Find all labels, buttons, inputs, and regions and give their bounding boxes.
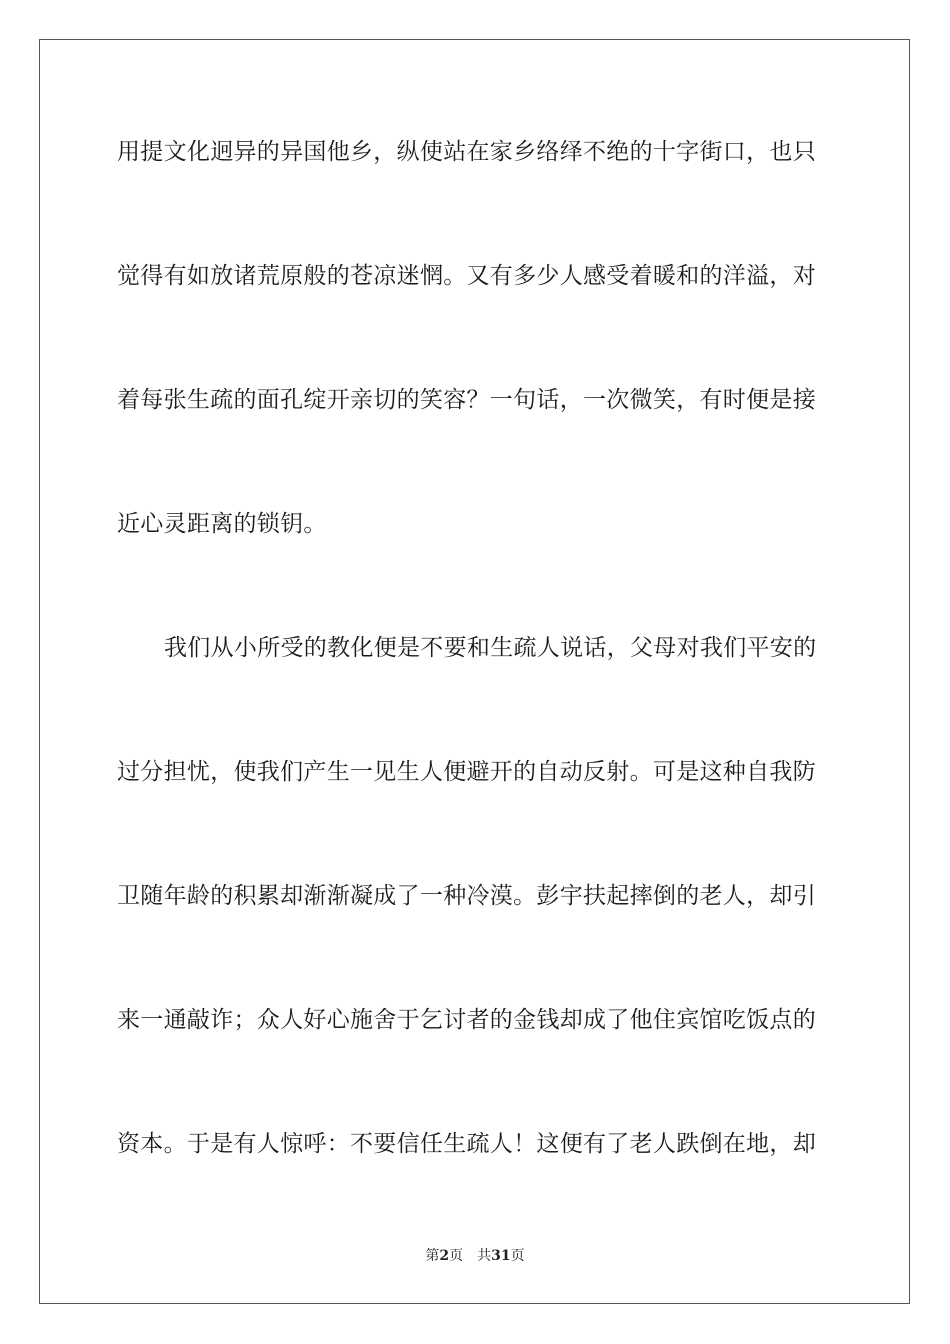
text-line: 近心灵距离的锁钥。 xyxy=(117,511,327,537)
text-line: 资本。于是有人惊呼：不要信任生疏人！这便有了老人跌倒在地，却 xyxy=(117,1131,816,1157)
page-suffix: 页 xyxy=(449,1248,464,1264)
page-footer xyxy=(0,1247,950,1265)
text-line: 过分担忧，使我们产生一见生人便避开的自动反射。可是这种自我防 xyxy=(117,759,816,785)
total-suffix: 页 xyxy=(510,1248,525,1264)
paragraph-first-line: 我们从小所受的教化便是不要和生疏人说话，父母对我们平安的 xyxy=(164,635,817,661)
page-prefix: 第 xyxy=(425,1248,440,1264)
total-pages: 31 xyxy=(491,1248,511,1264)
text-line: 觉得有如放诸荒原般的苍凉迷惘。又有多少人感受着暖和的洋溢，对 xyxy=(117,263,816,289)
total-prefix: 共 xyxy=(477,1248,492,1264)
text-line: 卫随年龄的积累却渐渐凝成了一种冷漠。彭宇扶起摔倒的老人，却引 xyxy=(117,883,816,909)
text-line: 着每张生疏的面孔绽开亲切的笑容？一句话，一次微笑，有时便是接 xyxy=(117,387,816,413)
text-line: 来一通敲诈；众人好心施舍于乞讨者的金钱却成了他住宾馆吃饭点的 xyxy=(117,1007,816,1033)
page-border xyxy=(39,39,910,1304)
page-number: 2 xyxy=(439,1248,450,1264)
text-line: 用提文化迥异的异国他乡，纵使站在家乡络绎不绝的十字街口，也只 xyxy=(117,139,816,165)
